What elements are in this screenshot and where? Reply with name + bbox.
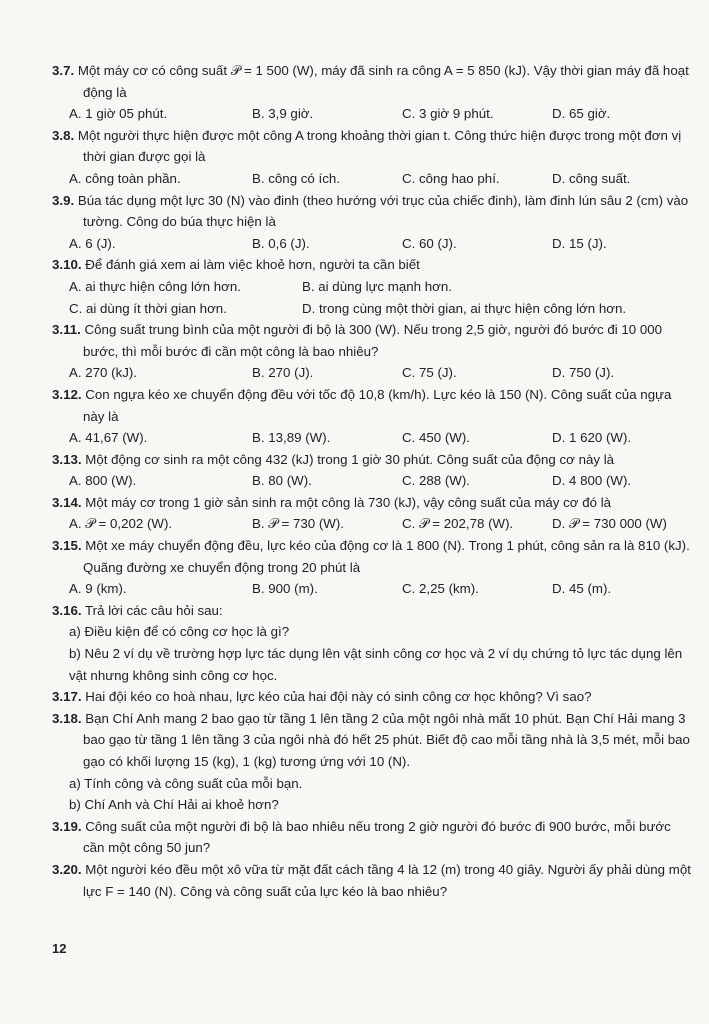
question-block bbox=[52, 492, 692, 535]
answer-option: A. công toàn phần. bbox=[69, 170, 181, 186]
question-text: Công suất trung bình của một người đi bộ là 300 (W). Nếu trong 2,5 giờ, người đó bước đi 10 000 bước, thì mỗi bước đi cần một công là bao nhiêu? bbox=[83, 322, 663, 359]
question-number: 3.14. bbox=[52, 494, 82, 510]
question-number: 3.20. bbox=[52, 861, 82, 877]
question-number: 3.12. bbox=[52, 386, 82, 402]
question-stem bbox=[52, 319, 692, 362]
options-row bbox=[52, 362, 692, 384]
question-text: Búa tác dụng một lực 30 (N) vào đinh (theo hướng với trục của chiếc đinh), làm đinh lún sâu 2 (cm) vào tường. Công do búa thực hiện là bbox=[77, 192, 689, 230]
answer-option: D. 4 800 (W). bbox=[552, 473, 632, 489]
question-stem bbox=[52, 449, 692, 471]
answer-option: A. 41,67 (W). bbox=[69, 430, 148, 446]
question-block bbox=[52, 190, 692, 255]
question-number: 3.17. bbox=[52, 689, 82, 705]
answer-option: C. 3 giờ 9 phút. bbox=[402, 106, 494, 122]
sub-question: a) Tính công và công suất của mỗi bạn. bbox=[69, 775, 303, 791]
question-number: 3.18. bbox=[52, 710, 82, 726]
options-row bbox=[52, 470, 692, 492]
question-number: 3.10. bbox=[52, 257, 82, 273]
answer-option: B. 13,89 (W). bbox=[252, 430, 331, 446]
options-row bbox=[52, 298, 692, 320]
question-number: 3.11. bbox=[52, 322, 81, 338]
question-number: 3.16. bbox=[52, 602, 82, 618]
question-text: Con ngựa kéo xe chuyển động đều với tốc độ 10,8 (km/h). Lực kéo là 150 (N). Công suất của ngựa này là bbox=[83, 386, 672, 424]
answer-option: D. công suất. bbox=[552, 170, 631, 186]
question-stem bbox=[52, 125, 692, 168]
answer-option: C. 2,25 (km). bbox=[402, 581, 479, 597]
answer-option: C. 450 (W). bbox=[402, 430, 470, 446]
question-stem bbox=[52, 60, 692, 103]
sub-question: b) Nêu 2 ví dụ về trường hợp lực tác dụng lên vật sinh công cơ học và 2 ví dụ chứng tỏ lực tác dụng lên vật nhưng không sinh công cơ học. bbox=[69, 646, 683, 683]
question-block bbox=[52, 600, 692, 686]
options-row bbox=[52, 103, 692, 125]
question-block bbox=[52, 319, 692, 384]
answer-option: B. 3,9 giờ. bbox=[252, 106, 314, 122]
answer-option: B. 270 (J). bbox=[252, 365, 314, 381]
answer-option: A. ai thực hiện công lớn hơn. bbox=[69, 278, 241, 294]
answer-option: D. 750 (J). bbox=[552, 365, 615, 381]
question-stem bbox=[52, 686, 692, 708]
answer-option: A. 1 giờ 05 phút. bbox=[69, 106, 168, 122]
answer-option: C. 288 (W). bbox=[402, 473, 470, 489]
answer-option: C. 𝒫 = 202,78 (W). bbox=[402, 516, 514, 532]
answer-option: D. 𝒫 = 730 000 (W) bbox=[552, 516, 667, 532]
answer-option: D. 65 giờ. bbox=[552, 106, 611, 122]
answer-option: A. 800 (W). bbox=[69, 473, 137, 489]
question-number: 3.19. bbox=[52, 818, 82, 834]
question-text: Một người kéo đều một xô vữa từ mặt đất cách tầng 4 là 12 (m) trong 40 giây. Người ấy phải dùng một lực F = 140 (N). Công và công suất của lực kéo là bao nhiêu? bbox=[83, 861, 691, 899]
answer-option: D. 1 620 (W). bbox=[552, 430, 632, 446]
question-text: Để đánh giá xem ai làm việc khoẻ hơn, người ta cần biết bbox=[85, 257, 420, 273]
answer-option: B. 80 (W). bbox=[252, 473, 312, 489]
options-row bbox=[52, 513, 692, 535]
question-stem bbox=[52, 535, 692, 578]
answer-option: A. 270 (kJ). bbox=[69, 365, 137, 381]
question-stem bbox=[52, 859, 692, 902]
question-stem bbox=[52, 708, 692, 773]
question-number: 3.13. bbox=[52, 451, 82, 467]
question-block bbox=[52, 384, 692, 449]
question-block bbox=[52, 254, 692, 319]
options-row bbox=[52, 578, 692, 600]
options-row bbox=[52, 427, 692, 449]
question-text: Một người thực hiện được một công A trong khoảng thời gian t. Công thức hiện được trong một đơn vị thời gian được gọi là bbox=[77, 127, 682, 165]
answer-option: A. 9 (km). bbox=[69, 581, 127, 597]
answer-option: B. 900 (m). bbox=[252, 581, 318, 597]
question-number: 3.8. bbox=[52, 127, 75, 143]
answer-option: B. 0,6 (J). bbox=[252, 235, 310, 251]
question-number: 3.9. bbox=[52, 192, 75, 208]
answer-option: D. trong cùng một thời gian, ai thực hiện công lớn hơn. bbox=[302, 300, 627, 316]
question-text: Trả lời các câu hỏi sau: bbox=[85, 602, 223, 618]
answer-option: C. 75 (J). bbox=[402, 365, 457, 381]
question-block bbox=[52, 816, 692, 859]
sub-question: b) Chí Anh và Chí Hải ai khoẻ hơn? bbox=[69, 797, 279, 813]
answer-option: D. 45 (m). bbox=[552, 581, 612, 597]
question-text: Bạn Chí Anh mang 2 bao gạo từ tầng 1 lên tầng 2 của một ngôi nhà mất 10 phút. Bạn Chí Hải mang 3 bao gạo từ tầng 1 lên tầng 3 của ngôi nhà đó hết 25 phút. Biết độ cao mỗi tầng nhà là 3,5 mét, mỗi bao gạo có khối lượng 15 (kg), 1 (kg) tương ứng với 10 (N). bbox=[83, 710, 690, 769]
options-row bbox=[52, 168, 692, 190]
question-block bbox=[52, 125, 692, 190]
answer-option: B. ai dùng lực mạnh hơn. bbox=[302, 278, 452, 294]
question-block bbox=[52, 449, 692, 492]
sub-question: a) Điều kiện để có công cơ học là gì? bbox=[69, 624, 290, 640]
question-block bbox=[52, 60, 692, 125]
answer-option: C. ai dùng ít thời gian hơn. bbox=[69, 300, 227, 316]
question-text: Công suất của một người đi bộ là bao nhiêu nếu trong 2 giờ người đó bước đi 900 bước, mỗi bước cần một công 50 jun? bbox=[83, 818, 671, 856]
question-stem bbox=[52, 384, 692, 427]
question-number: 3.15. bbox=[52, 538, 82, 554]
answer-option: C. công hao phí. bbox=[402, 170, 500, 186]
question-stem bbox=[52, 254, 692, 276]
page-number: 12 bbox=[52, 941, 67, 956]
question-stem bbox=[52, 190, 692, 233]
question-text: Một máy cơ trong 1 giờ sản sinh ra một công là 730 (kJ), vậy công suất của máy cơ đó là bbox=[85, 494, 612, 510]
question-text: Một động cơ sinh ra một công 432 (kJ) trong 1 giờ 30 phút. Công suất của động cơ này là bbox=[85, 451, 615, 467]
question-text: Một xe máy chuyển động đều, lực kéo của động cơ là 1 800 (N). Trong 1 phút, công sản ra là 810 (kJ). Quãng đường xe chuyển động trong 20 phút là bbox=[83, 538, 690, 575]
question-block bbox=[52, 535, 692, 600]
options-row bbox=[52, 276, 692, 298]
exercise-list bbox=[52, 60, 692, 902]
question-number: 3.7. bbox=[52, 63, 75, 78]
answer-option: C. 60 (J). bbox=[402, 235, 457, 251]
question-stem bbox=[52, 600, 692, 622]
question-block bbox=[52, 859, 692, 902]
answer-option: A. 𝒫 = 0,202 (W). bbox=[69, 516, 173, 532]
answer-option: B. 𝒫 = 730 (W). bbox=[252, 516, 344, 532]
question-block bbox=[52, 708, 692, 816]
options-row bbox=[52, 233, 692, 255]
answer-option: B. công có ích. bbox=[252, 170, 340, 186]
question-stem bbox=[52, 492, 692, 514]
question-text: Hai đội kéo co hoà nhau, lực kéo của hai đội này có sinh công cơ học không? Vì sao? bbox=[85, 689, 592, 705]
question-text: Một máy cơ có công suất 𝒫 = 1 500 (W), máy đã sinh ra công A = 5 850 (kJ). Vậy thời gian máy đã hoạt động là bbox=[77, 63, 689, 100]
question-stem bbox=[52, 816, 692, 859]
answer-option: D. 15 (J). bbox=[552, 235, 607, 251]
question-block bbox=[52, 686, 692, 708]
answer-option: A. 6 (J). bbox=[69, 235, 116, 251]
